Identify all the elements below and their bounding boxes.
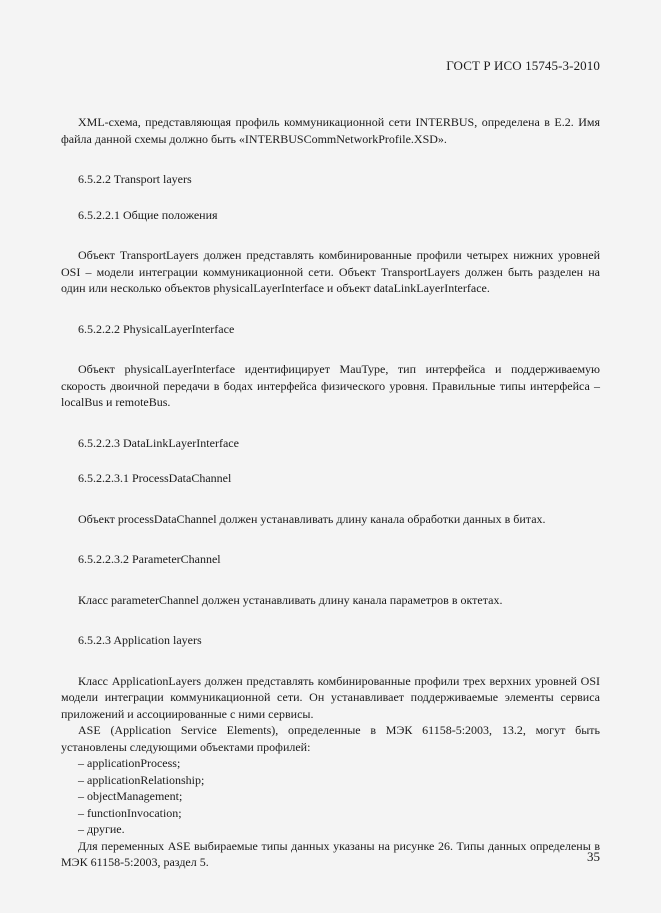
paragraph-physical-layer-interface: Объект physicalLayerInterface идентифицирует MauType, тип интерфейса и поддерживаемую скорость двоичной передачи в бодах интерфейса физического уровня. Правильные типы интерфейса – localBus и remoteBus. xyxy=(61,362,600,409)
list-item: – другие. xyxy=(78,821,600,838)
list-item: – applicationProcess; xyxy=(78,755,600,772)
section-heading-application-layers: 6.5.2.3 Application layers xyxy=(78,633,202,647)
paragraph-process-data-channel: Объект processDataChannel должен устанавливать длину канала обработки данных в битах. xyxy=(78,511,546,526)
section-heading-physical-layer-interface: 6.5.2.2.2 PhysicalLayerInterface xyxy=(78,321,235,336)
section-heading-process-data-channel: 6.5.2.2.3.1 ProcessDataChannel xyxy=(78,471,232,485)
page-body xyxy=(61,114,600,871)
paragraph-data-types: Для переменных ASE выбираемые типы данных указаны на рисунке 26. Типы данных определены в МЭК 61158-5:2003, раздел 5. xyxy=(61,838,600,869)
paragraph-xml-schema: XML-схема, представляющая профиль коммуникационной сети INTERBUS, определена в Е.2. Имя файла данной схемы должно быть «INTERBUSCommNetworkProfile.XSD». xyxy=(61,115,600,146)
section-heading-transport-layers: 6.5.2.2 Transport layers xyxy=(78,172,192,186)
list-item: – objectManagement; xyxy=(78,788,600,805)
paragraph-application-layers: Класс ApplicationLayers должен представлять комбинированные профили трех верхних уровней OSI модели интеграции коммуникационной сети. Он устанавливает поддерживаемые элементы сервиса приложений и ассоциированные с ними сервисы. xyxy=(61,673,600,721)
page-number: 35 xyxy=(587,849,600,864)
paragraph-transport-layers: Объект TransportLayers должен представлять комбинированные профили четырех нижних уровней OSI – модели интеграции коммуникационной сети. Объект TransportLayers должен быть разделен на один или несколько объектов physicalLayerInterface и объект dataLinkLayerInterface. xyxy=(61,248,600,295)
list-item: – functionInvocation; xyxy=(78,805,600,822)
section-heading-data-link-layer-interface: 6.5.2.2.3 DataLinkLayerInterface xyxy=(78,435,239,450)
profile-objects-list xyxy=(61,755,600,838)
paragraph-parameter-channel: Класс parameterChannel должен устанавливать длину канала параметров в октетах. xyxy=(78,592,503,607)
list-item: – applicationRelationship; xyxy=(78,772,600,789)
section-heading-parameter-channel: 6.5.2.2.3.2 ParameterChannel xyxy=(78,552,221,566)
section-heading-general: 6.5.2.2.1 Общие положения xyxy=(78,207,218,222)
document-id: ГОСТ Р ИСО 15745-3-2010 xyxy=(446,58,600,73)
paragraph-ase: ASE (Application Service Elements), определенные в МЭК 61158-5:2003, 13.2, могут быть установлены следующими объектами профилей: xyxy=(61,723,600,754)
